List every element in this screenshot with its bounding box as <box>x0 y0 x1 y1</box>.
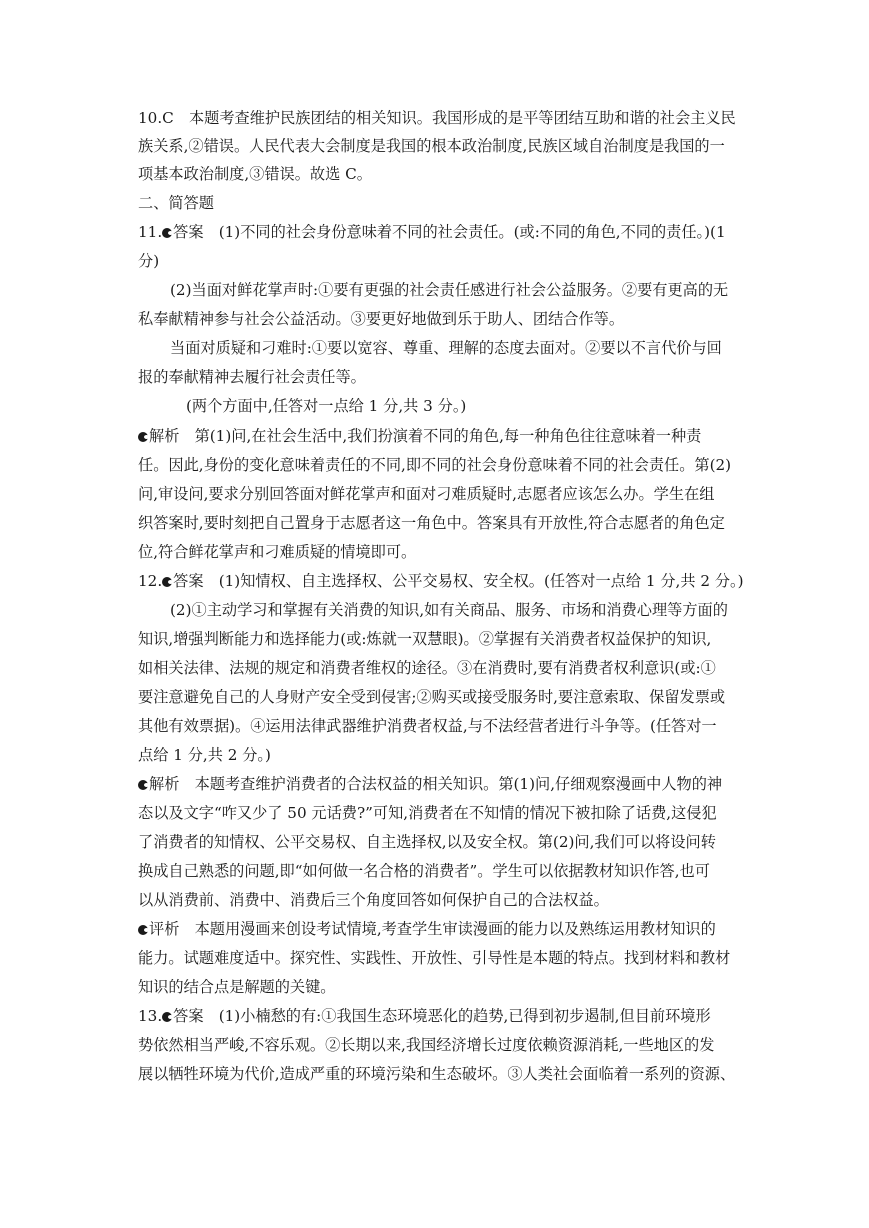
text-line: (2)当面对鲜花掌声时:①要有更强的社会责任感进行社会公益服务。②要有更高的无 <box>170 281 729 299</box>
text-line: 以从消费前、消费中、消费后三个角度回答如何保护自己的合法权益。 <box>138 891 609 909</box>
text-line: 其他有效票据)。④运用法律武器维护消费者权益,与不法经营者进行斗争等。(任答对一 <box>138 717 717 735</box>
text-line: 项基本政治制度,③错误。故选 C。 <box>138 165 372 183</box>
q12-analysis-line <box>138 774 722 794</box>
text-line: 势依然相当严峻,不容乐观。②长期以来,我国经济增长过度依赖资源消耗,一些地区的发 <box>138 1036 715 1054</box>
comment-marker-icon <box>138 925 148 935</box>
q11-analysis-line <box>138 426 701 446</box>
q12-comment-line <box>138 919 716 939</box>
answer-label: 答案 <box>173 1007 204 1025</box>
text-line: 能力。试题难度适中。探究性、实践性、开放性、引导性是本题的特点。找到材料和教材 <box>138 949 731 967</box>
answer-marker-icon <box>162 228 172 238</box>
text-line: (1)小楠愁的有:①我国生态环境恶化的趋势,已得到初步遏制,但目前环境形 <box>218 1007 711 1025</box>
text-line: 换成自己熟悉的问题,即“如何做一名合格的消费者”。学生可以依据教材知识作答,也可 <box>138 862 710 880</box>
answer-marker-icon <box>162 1012 172 1022</box>
q13-answer-line <box>138 1006 711 1026</box>
text-line: 当面对质疑和刁难时:①要以宽容、尊重、理解的态度去面对。②要以不言代价与回 <box>170 339 722 357</box>
analysis-label: 解析 <box>149 775 180 793</box>
text-line: 要注意避免自己的人身财产安全受到侵害;②购买或接受服务时,要注意索取、保留发票或 <box>138 688 726 706</box>
analysis-label: 解析 <box>149 427 180 445</box>
q12-answer-line <box>138 571 744 591</box>
answer-label: 答案 <box>173 572 204 590</box>
text-line: 知识的结合点是解题的关键。 <box>138 978 336 996</box>
question-number: 13. <box>138 1007 163 1025</box>
question-number: 11. <box>138 223 163 241</box>
text-line: 点给 1 分,共 2 分。) <box>138 746 271 764</box>
text-line: 位,符合鲜花掌声和刁难质疑的情境即可。 <box>138 543 417 561</box>
text-line: (1)知情权、自主选择权、公平交易权、安全权。(任答对一点给 1 分,共 2 分。) <box>218 572 744 590</box>
answer-label: 答案 <box>173 223 204 241</box>
question-number: 12. <box>138 572 163 590</box>
analysis-marker-icon <box>138 780 148 790</box>
text-line: 问,审设问,要求分别回答面对鲜花掌声和面对刁难质疑时,志愿者应该怎么办。学生在组 <box>138 485 715 503</box>
comment-label: 评析 <box>149 920 180 938</box>
text-line: 任。因此,身份的变化意味着责任的不同,即不同的社会身份意味着不同的社会责任。第(2) <box>138 456 732 474</box>
text-line: 第(1)问,在社会生活中,我们扮演着不同的角色,每一种角色往往意味着一种责 <box>194 427 702 445</box>
text-line: 织答案时,要时刻把自己置身于志愿者这一角色中。答案具有开放性,符合志愿者的角色定 <box>138 514 725 532</box>
text-line: (两个方面中,任答对一点给 1 分,共 3 分。) <box>186 397 467 415</box>
q11-answer-line <box>138 222 726 242</box>
text-line: 展以牺牲环境为代价,造成严重的环境污染和生态破坏。③人类社会面临着一系列的资源、 <box>138 1065 736 1083</box>
text-line: (2)①主动学习和掌握有关消费的知识,如有关商品、服务、市场和消费心理等方面的 <box>170 601 728 619</box>
text-line: 如相关法律、法规的规定和消费者维权的途径。③在消费时,要有消费者权利意识(或:① <box>138 659 716 677</box>
answer-marker-icon <box>162 577 172 587</box>
analysis-marker-icon <box>138 432 148 442</box>
text-line: (1)不同的社会身份意味着不同的社会责任。(或:不同的角色,不同的责任。)(1 <box>218 223 726 241</box>
text-line: 本题考查维护消费者的合法权益的相关知识。第(1)问,仔细观察漫画中人物的神 <box>194 775 723 793</box>
text-line: 了消费者的知情权、公平交易权、自主选择权,以及安全权。第(2)问,我们可以将设问转 <box>138 833 716 851</box>
text-line: 本题用漫画来创设考试情境,考查学生审读漫画的能力以及熟练运用教材知识的 <box>194 920 716 938</box>
text-line: 私奉献精神参与社会公益活动。③要更好地做到乐于助人、团结合作等。 <box>138 310 624 328</box>
text-line: 分) <box>138 252 160 270</box>
text-line: 10.C 本题考查维护民族团结的相关知识。我国形成的是平等团结互助和谐的社会主义民 <box>138 109 736 127</box>
text-line: 知识,增强判断能力和选择能力(或:炼就一双慧眼)。②掌握有关消费者权益保护的知识, <box>138 630 712 648</box>
text-line: 族关系,②错误。人民代表大会制度是我国的根本政治制度,民族区域自治制度是我国的一 <box>138 137 725 155</box>
text-line: 报的奉献精神去履行社会责任等。 <box>138 368 366 386</box>
text-line: 态以及文字“咋又少了 50 元话费?”可知,消费者在不知情的情况下被扣除了话费,这侵犯 <box>138 804 717 822</box>
section-heading: 二、简答题 <box>138 194 214 212</box>
